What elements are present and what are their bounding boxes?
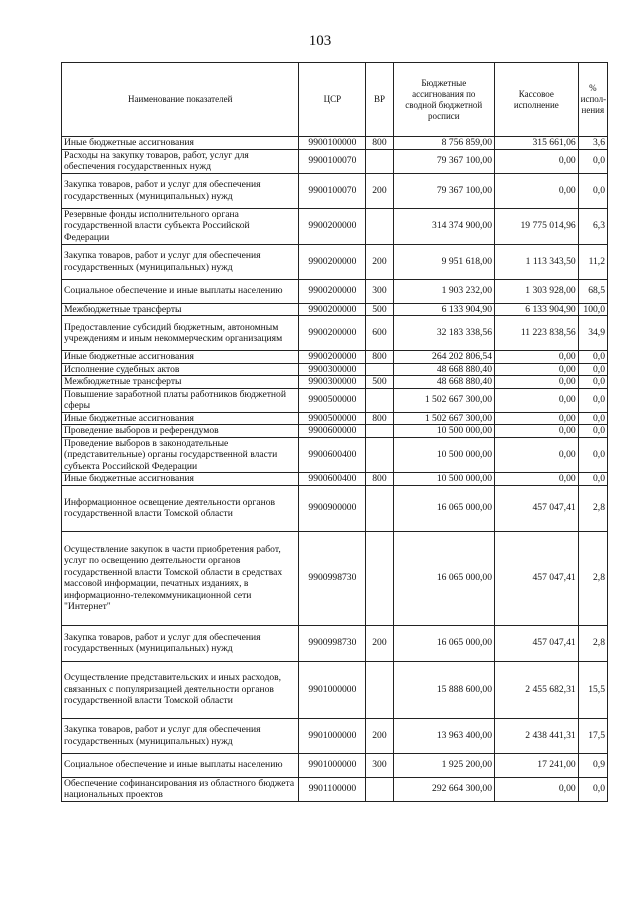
cell-name: Обеспечение софинансирования из областного бюджета национальных проектов — [62, 777, 299, 801]
cell-vr: 300 — [366, 753, 393, 777]
cell-assign: 10 500 000,00 — [393, 437, 494, 473]
cell-assign: 1 502 667 300,00 — [393, 388, 494, 412]
cell-name: Предоставление субсидий бюджетным, автономным учреждениям и иным некоммерческим организациям — [62, 316, 299, 351]
cell-exec: 0,00 — [495, 437, 579, 473]
cell-vr: 300 — [366, 279, 393, 303]
cell-name: Резервные фонды исполнительного органа государственной власти субъекта Российской Федерации — [62, 208, 299, 244]
cell-assign: 10 500 000,00 — [393, 473, 494, 486]
cell-csr: 9900998730 — [299, 531, 366, 625]
cell-pct: 0,0 — [578, 473, 607, 486]
cell-exec: 315 661,06 — [495, 137, 579, 150]
cell-vr — [366, 208, 393, 244]
cell-csr: 9900300000 — [299, 376, 366, 389]
table-row — [62, 303, 608, 316]
cell-exec: 0,00 — [495, 473, 579, 486]
cell-vr — [366, 149, 393, 173]
table-row — [62, 279, 608, 303]
cell-exec: 0,00 — [495, 388, 579, 412]
cell-csr: 9900200000 — [299, 244, 366, 279]
cell-pct: 0,0 — [578, 388, 607, 412]
cell-vr — [366, 437, 393, 473]
cell-name: Закупка товаров, работ и услуг для обеспечения государственных (муниципальных) нужд — [62, 718, 299, 753]
cell-vr — [366, 661, 393, 718]
header-assign: Бюджетные ассигнования по сводной бюджетной росписи — [393, 63, 494, 137]
cell-vr: 500 — [366, 303, 393, 316]
cell-pct: 2,8 — [578, 625, 607, 661]
table-row — [62, 137, 608, 150]
cell-exec: 0,00 — [495, 351, 579, 364]
cell-pct: 2,8 — [578, 531, 607, 625]
cell-assign: 8 756 859,00 — [393, 137, 494, 150]
cell-assign: 16 065 000,00 — [393, 531, 494, 625]
cell-name: Иные бюджетные ассигнования — [62, 137, 299, 150]
cell-csr: 9901000000 — [299, 661, 366, 718]
cell-vr — [366, 388, 393, 412]
table-row — [62, 625, 608, 661]
table-row — [62, 425, 608, 438]
cell-pct: 17,5 — [578, 718, 607, 753]
cell-pct: 11,2 — [578, 244, 607, 279]
cell-csr: 9900998730 — [299, 625, 366, 661]
table-row — [62, 412, 608, 425]
cell-csr: 9900100000 — [299, 137, 366, 150]
cell-pct: 68,5 — [578, 279, 607, 303]
cell-vr: 200 — [366, 625, 393, 661]
cell-pct: 100,0 — [578, 303, 607, 316]
cell-csr: 9900300000 — [299, 363, 366, 376]
table-row — [62, 485, 608, 531]
table-row — [62, 351, 608, 364]
header-vr: ВР — [366, 63, 393, 137]
cell-csr: 9900600400 — [299, 437, 366, 473]
cell-name: Проведение выборов и референдумов — [62, 425, 299, 438]
cell-assign: 264 202 806,54 — [393, 351, 494, 364]
cell-exec: 457 047,41 — [495, 485, 579, 531]
header-exec: Кассовое исполнение — [495, 63, 579, 137]
table-row — [62, 173, 608, 208]
cell-exec: 0,00 — [495, 412, 579, 425]
cell-pct: 6,3 — [578, 208, 607, 244]
table-row — [62, 244, 608, 279]
cell-pct: 3,6 — [578, 137, 607, 150]
table-row — [62, 316, 608, 351]
cell-csr: 9901000000 — [299, 753, 366, 777]
cell-pct: 0,0 — [578, 376, 607, 389]
cell-assign: 79 367 100,00 — [393, 173, 494, 208]
table-row — [62, 531, 608, 625]
table-row — [62, 777, 608, 801]
cell-name: Осуществление представительских и иных расходов, связанных с популяризацией деятельности органов государственной власти Томской области — [62, 661, 299, 718]
cell-assign: 15 888 600,00 — [393, 661, 494, 718]
cell-name: Иные бюджетные ассигнования — [62, 412, 299, 425]
cell-vr — [366, 777, 393, 801]
cell-csr: 9900200000 — [299, 303, 366, 316]
cell-assign: 9 951 618,00 — [393, 244, 494, 279]
cell-name: Социальное обеспечение и иные выплаты населению — [62, 753, 299, 777]
cell-exec: 19 775 014,96 — [495, 208, 579, 244]
cell-csr: 9900200000 — [299, 351, 366, 364]
cell-csr: 9900200000 — [299, 316, 366, 351]
cell-exec: 0,00 — [495, 149, 579, 173]
cell-assign: 1 502 667 300,00 — [393, 412, 494, 425]
cell-assign: 314 374 900,00 — [393, 208, 494, 244]
cell-name: Межбюджетные трансферты — [62, 376, 299, 389]
cell-name: Расходы на закупку товаров, работ, услуг для обеспечения государственных нужд — [62, 149, 299, 173]
header-name: Наименование показателей — [62, 63, 299, 137]
cell-exec: 11 223 838,56 — [495, 316, 579, 351]
cell-name: Осуществление закупок в части приобретения работ, услуг по освещению деятельности органов государственной власти Томской области в средствах массовой информации, печатных изданиях, в информационно-телекоммуникационной сети "Интернет" — [62, 531, 299, 625]
cell-name: Повышение заработной платы работников бюджетной сферы — [62, 388, 299, 412]
cell-csr: 9900500000 — [299, 412, 366, 425]
cell-csr: 9900200000 — [299, 279, 366, 303]
cell-name: Закупка товаров, работ и услуг для обеспечения государственных (муниципальных) нужд — [62, 173, 299, 208]
cell-pct: 0,0 — [578, 437, 607, 473]
cell-exec: 0,00 — [495, 173, 579, 208]
cell-name: Межбюджетные трансферты — [62, 303, 299, 316]
cell-csr: 9901000000 — [299, 718, 366, 753]
table-row — [62, 208, 608, 244]
cell-name: Закупка товаров, работ и услуг для обеспечения государственных (муниципальных) нужд — [62, 244, 299, 279]
cell-exec: 0,00 — [495, 376, 579, 389]
cell-assign: 48 668 880,40 — [393, 376, 494, 389]
page-number: 103 — [308, 33, 332, 49]
header-csr: ЦСР — [299, 63, 366, 137]
header-pct: % испол- нения — [578, 63, 607, 137]
cell-vr — [366, 485, 393, 531]
cell-assign: 79 367 100,00 — [393, 149, 494, 173]
cell-assign: 1 903 232,00 — [393, 279, 494, 303]
cell-csr: 9900600000 — [299, 425, 366, 438]
cell-name: Информационное освещение деятельности органов государственной власти Томской области — [62, 485, 299, 531]
table-row — [62, 363, 608, 376]
cell-vr: 200 — [366, 718, 393, 753]
cell-csr: 9900600400 — [299, 473, 366, 486]
table-body — [62, 137, 608, 802]
cell-vr: 600 — [366, 316, 393, 351]
cell-assign: 16 065 000,00 — [393, 625, 494, 661]
table-header-row — [62, 63, 608, 137]
cell-vr — [366, 531, 393, 625]
cell-name: Иные бюджетные ассигнования — [62, 473, 299, 486]
cell-vr — [366, 363, 393, 376]
cell-assign: 13 963 400,00 — [393, 718, 494, 753]
cell-pct: 15,5 — [578, 661, 607, 718]
cell-vr: 800 — [366, 351, 393, 364]
table-row — [62, 753, 608, 777]
cell-vr: 800 — [366, 473, 393, 486]
cell-csr: 9901100000 — [299, 777, 366, 801]
cell-exec: 1 303 928,00 — [495, 279, 579, 303]
cell-csr: 9900100070 — [299, 149, 366, 173]
cell-name: Иные бюджетные ассигнования — [62, 351, 299, 364]
cell-exec: 0,00 — [495, 425, 579, 438]
cell-assign: 16 065 000,00 — [393, 485, 494, 531]
cell-name: Закупка товаров, работ и услуг для обеспечения государственных (муниципальных) нужд — [62, 625, 299, 661]
table-row — [62, 718, 608, 753]
cell-assign: 292 664 300,00 — [393, 777, 494, 801]
table-row — [62, 388, 608, 412]
cell-pct: 0,9 — [578, 753, 607, 777]
cell-pct: 0,0 — [578, 173, 607, 208]
cell-name: Исполнение судебных актов — [62, 363, 299, 376]
table-row — [62, 376, 608, 389]
cell-exec: 457 047,41 — [495, 531, 579, 625]
table-row — [62, 661, 608, 718]
table-row — [62, 473, 608, 486]
table-row — [62, 149, 608, 173]
cell-pct: 2,8 — [578, 485, 607, 531]
cell-exec: 0,00 — [495, 777, 579, 801]
cell-csr: 9900100070 — [299, 173, 366, 208]
cell-pct: 0,0 — [578, 412, 607, 425]
cell-pct: 0,0 — [578, 777, 607, 801]
table-row — [62, 437, 608, 473]
cell-vr: 800 — [366, 412, 393, 425]
cell-exec: 0,00 — [495, 363, 579, 376]
cell-exec: 1 113 343,50 — [495, 244, 579, 279]
cell-csr: 9900900000 — [299, 485, 366, 531]
cell-name: Проведение выборов в законодательные (представительные) органы государственной власти субъекта Российской Федерации — [62, 437, 299, 473]
cell-pct: 0,0 — [578, 363, 607, 376]
cell-assign: 48 668 880,40 — [393, 363, 494, 376]
cell-assign: 1 925 200,00 — [393, 753, 494, 777]
budget-table — [61, 62, 608, 802]
cell-exec: 457 047,41 — [495, 625, 579, 661]
cell-exec: 17 241,00 — [495, 753, 579, 777]
cell-csr: 9900200000 — [299, 208, 366, 244]
cell-assign: 6 133 904,90 — [393, 303, 494, 316]
cell-name: Социальное обеспечение и иные выплаты населению — [62, 279, 299, 303]
cell-vr: 800 — [366, 137, 393, 150]
cell-pct: 0,0 — [578, 149, 607, 173]
cell-assign: 32 183 338,56 — [393, 316, 494, 351]
cell-pct: 0,0 — [578, 351, 607, 364]
cell-exec: 6 133 904,90 — [495, 303, 579, 316]
cell-vr: 200 — [366, 244, 393, 279]
cell-vr — [366, 425, 393, 438]
cell-vr: 500 — [366, 376, 393, 389]
cell-exec: 2 455 682,31 — [495, 661, 579, 718]
cell-vr: 200 — [366, 173, 393, 208]
cell-assign: 10 500 000,00 — [393, 425, 494, 438]
cell-exec: 2 438 441,31 — [495, 718, 579, 753]
cell-pct: 0,0 — [578, 425, 607, 438]
cell-csr: 9900500000 — [299, 388, 366, 412]
cell-pct: 34,9 — [578, 316, 607, 351]
